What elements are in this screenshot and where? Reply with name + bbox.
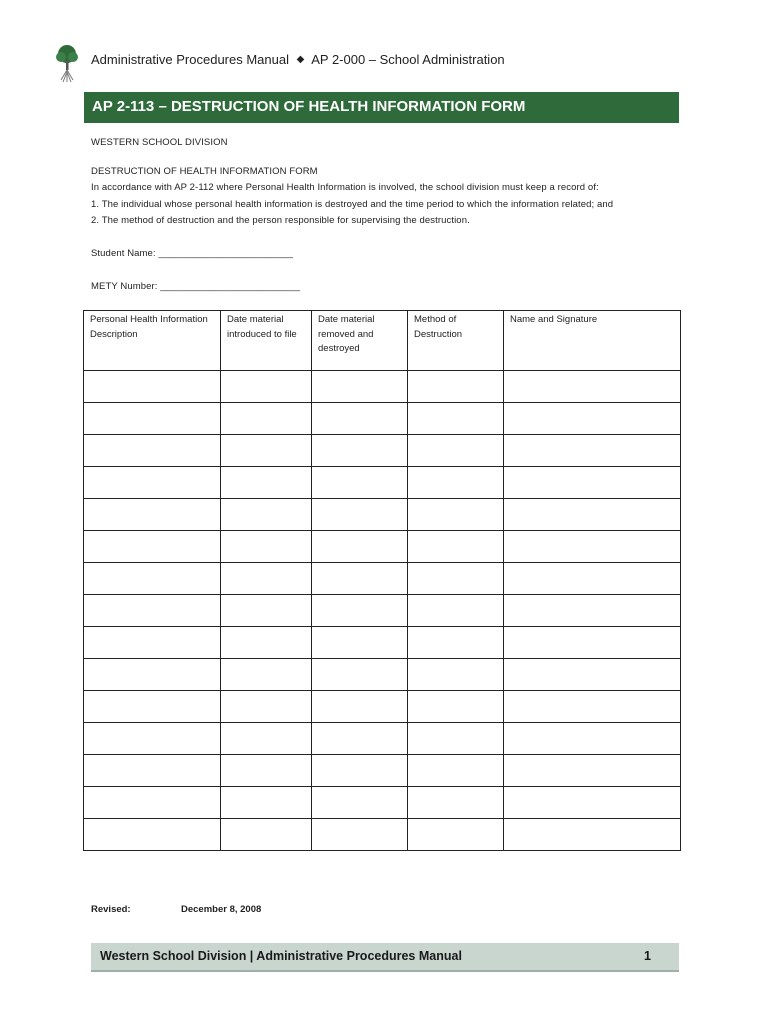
- table-cell[interactable]: [504, 595, 681, 627]
- table-cell[interactable]: [504, 723, 681, 755]
- table-cell[interactable]: [84, 467, 221, 499]
- table-row: [84, 531, 681, 563]
- table-cell[interactable]: [221, 595, 312, 627]
- table-cell[interactable]: [221, 691, 312, 723]
- table-row: [84, 627, 681, 659]
- table-cell[interactable]: [221, 819, 312, 851]
- table-cell[interactable]: [408, 723, 504, 755]
- table-cell[interactable]: [504, 499, 681, 531]
- table-cell[interactable]: [84, 723, 221, 755]
- table-cell[interactable]: [221, 659, 312, 691]
- table-cell[interactable]: [312, 499, 408, 531]
- table-cell[interactable]: [408, 371, 504, 403]
- table-cell[interactable]: [221, 563, 312, 595]
- table-row: [84, 595, 681, 627]
- table-cell[interactable]: [221, 531, 312, 563]
- column-header-method: Method of Destruction: [408, 311, 504, 371]
- table-cell[interactable]: [312, 659, 408, 691]
- table-cell[interactable]: [312, 531, 408, 563]
- table-cell[interactable]: [84, 531, 221, 563]
- table-cell[interactable]: [221, 403, 312, 435]
- footer-text: Western School Division | Administrative Procedures Manual: [100, 949, 462, 963]
- table-cell[interactable]: [312, 723, 408, 755]
- table-cell[interactable]: [312, 467, 408, 499]
- table-cell[interactable]: [408, 403, 504, 435]
- table-cell[interactable]: [504, 691, 681, 723]
- table-cell[interactable]: [84, 499, 221, 531]
- table-row: [84, 435, 681, 467]
- table-cell[interactable]: [408, 499, 504, 531]
- running-header: [91, 52, 505, 67]
- table-cell[interactable]: [408, 691, 504, 723]
- table-cell[interactable]: [504, 787, 681, 819]
- page-number: 1: [644, 949, 651, 963]
- table-cell[interactable]: [408, 563, 504, 595]
- mety-number-field[interactable]: METY Number: __________________________: [91, 281, 301, 292]
- tree-logo-icon: [54, 44, 80, 84]
- title-bar: [84, 92, 679, 123]
- table-cell[interactable]: [408, 467, 504, 499]
- table-row: [84, 403, 681, 435]
- table-cell[interactable]: [221, 499, 312, 531]
- table-cell[interactable]: [84, 787, 221, 819]
- table-header-row: [84, 311, 681, 371]
- table-cell[interactable]: [84, 627, 221, 659]
- table-cell[interactable]: [504, 435, 681, 467]
- table-cell[interactable]: [408, 787, 504, 819]
- table-row: [84, 563, 681, 595]
- manual-title: Administrative Procedures Manual: [91, 52, 289, 67]
- table-cell[interactable]: [84, 371, 221, 403]
- section-title: AP 2-000 – School Administration: [311, 52, 505, 67]
- table-cell[interactable]: [504, 403, 681, 435]
- table-row: [84, 755, 681, 787]
- form-heading: DESTRUCTION OF HEALTH INFORMATION FORM: [91, 166, 318, 177]
- table-cell[interactable]: [84, 819, 221, 851]
- table-cell[interactable]: [504, 819, 681, 851]
- table-cell[interactable]: [312, 563, 408, 595]
- column-header-date-introduced: Date material introduced to file: [221, 311, 312, 371]
- table-cell[interactable]: [221, 787, 312, 819]
- table-cell[interactable]: [221, 467, 312, 499]
- table-cell[interactable]: [221, 723, 312, 755]
- table-cell[interactable]: [84, 435, 221, 467]
- table-cell[interactable]: [312, 787, 408, 819]
- table-cell[interactable]: [312, 595, 408, 627]
- table-cell[interactable]: [408, 435, 504, 467]
- table-cell[interactable]: [504, 563, 681, 595]
- table-cell[interactable]: [504, 659, 681, 691]
- table-cell[interactable]: [312, 627, 408, 659]
- table-cell[interactable]: [408, 627, 504, 659]
- table-cell[interactable]: [504, 467, 681, 499]
- table-cell[interactable]: [221, 371, 312, 403]
- table-cell[interactable]: [84, 595, 221, 627]
- table-cell[interactable]: [504, 371, 681, 403]
- diamond-separator-icon: ◆: [296, 54, 305, 65]
- table-cell[interactable]: [312, 819, 408, 851]
- table-cell[interactable]: [84, 691, 221, 723]
- table-cell[interactable]: [84, 563, 221, 595]
- table-cell[interactable]: [504, 627, 681, 659]
- table-cell[interactable]: [408, 819, 504, 851]
- table-cell[interactable]: [312, 403, 408, 435]
- column-header-date-removed: Date material removed and destroyed: [312, 311, 408, 371]
- table-cell[interactable]: [408, 595, 504, 627]
- table-row: [84, 499, 681, 531]
- revised-date: December 8, 2008: [181, 904, 262, 915]
- destruction-log-table: [83, 310, 681, 851]
- record-item-2: 2. The method of destruction and the person responsible for supervising the destruction.: [91, 215, 470, 226]
- table-body: [84, 371, 681, 851]
- table-cell[interactable]: [84, 403, 221, 435]
- table-cell[interactable]: [312, 691, 408, 723]
- table-cell[interactable]: [221, 627, 312, 659]
- table-row: [84, 659, 681, 691]
- intro-text: In accordance with AP 2-112 where Personal Health Information is involved, the school division must keep a record of:: [91, 182, 599, 193]
- table-cell[interactable]: [221, 755, 312, 787]
- table-row: [84, 691, 681, 723]
- table-cell[interactable]: [221, 435, 312, 467]
- column-header-description: Personal Health Information Description: [84, 311, 221, 371]
- table-cell[interactable]: [408, 755, 504, 787]
- table-cell[interactable]: [312, 755, 408, 787]
- student-name-field[interactable]: Student Name: _________________________: [91, 248, 293, 259]
- table-cell[interactable]: [312, 371, 408, 403]
- page-title: AP 2-113 – DESTRUCTION OF HEALTH INFORMATION FORM: [92, 98, 526, 115]
- table-cell[interactable]: [84, 755, 221, 787]
- table-cell[interactable]: [408, 531, 504, 563]
- table-cell[interactable]: [408, 659, 504, 691]
- table-row: [84, 787, 681, 819]
- revised-label: Revised:: [91, 904, 131, 915]
- division-name: WESTERN SCHOOL DIVISION: [91, 137, 228, 148]
- table-row: [84, 723, 681, 755]
- table-cell[interactable]: [84, 659, 221, 691]
- table-cell[interactable]: [504, 531, 681, 563]
- table-row: [84, 819, 681, 851]
- table-row: [84, 371, 681, 403]
- column-header-name-signature: Name and Signature: [504, 311, 681, 371]
- table-cell[interactable]: [312, 435, 408, 467]
- table-row: [84, 467, 681, 499]
- table-cell[interactable]: [504, 755, 681, 787]
- record-item-1: 1. The individual whose personal health information is destroyed and the time period to which the information related; and: [91, 199, 614, 210]
- footer-bar: [91, 943, 679, 972]
